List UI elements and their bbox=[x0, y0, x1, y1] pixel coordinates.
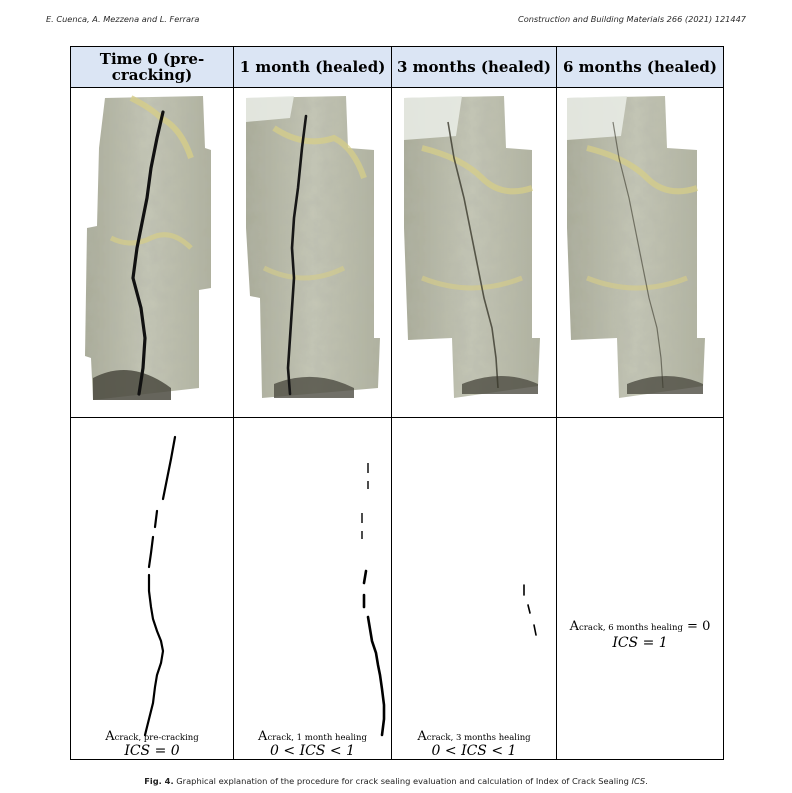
figure-caption bbox=[0, 776, 792, 786]
concrete-specimen-photo bbox=[234, 88, 391, 418]
binary-crack-map bbox=[71, 419, 233, 759]
area-label: Acrack, 3 months healing bbox=[417, 729, 531, 744]
ics-value: 0 < ICS < 1 bbox=[270, 743, 355, 759]
crack-map-6-months bbox=[557, 419, 723, 759]
binary-crack-map bbox=[234, 419, 391, 759]
photo-6-months bbox=[557, 88, 723, 418]
crack-map-1-month bbox=[234, 419, 391, 759]
concrete-specimen-photo bbox=[71, 88, 233, 418]
running-head-journal: Construction and Building Materials 266 (2021) 121447 bbox=[518, 14, 746, 24]
header-time-0: Time 0 (pre-cracking) bbox=[71, 47, 233, 87]
header-6-months: 6 months (healed) bbox=[557, 47, 723, 87]
header-1-month: 1 month (healed) bbox=[234, 47, 391, 87]
crack-sealing-figure bbox=[70, 46, 724, 760]
photo-time-0 bbox=[71, 88, 233, 418]
running-head bbox=[46, 14, 746, 28]
figure-label: Fig. 4. bbox=[144, 776, 174, 786]
figure-caption-end: . bbox=[645, 776, 648, 786]
ics-value: ICS = 0 bbox=[124, 743, 180, 759]
crack-map-time-0 bbox=[71, 419, 233, 759]
figure-caption-text: Graphical explanation of the procedure for crack sealing evaluation and calculation of Index of Crack Sealing bbox=[176, 776, 629, 786]
concrete-specimen-photo bbox=[392, 88, 556, 418]
area-label: Acrack, 1 month healing bbox=[258, 729, 367, 744]
header-3-months: 3 months (healed) bbox=[392, 47, 556, 87]
running-head-authors: E. Cuenca, A. Mezzena and L. Ferrara bbox=[46, 14, 200, 24]
ics-value: ICS = 1 bbox=[612, 635, 668, 651]
concrete-specimen-photo bbox=[557, 88, 723, 418]
area-label: Acrack, 6 months healing = 0 bbox=[569, 619, 711, 634]
figure-caption-symbol: ICS bbox=[631, 776, 646, 786]
header-row bbox=[71, 47, 723, 87]
crack-map-3-months bbox=[392, 419, 556, 759]
binary-crack-map bbox=[392, 419, 556, 759]
photo-3-months bbox=[392, 88, 556, 418]
photo-1-month bbox=[234, 88, 391, 418]
area-label: Acrack, pre-cracking bbox=[105, 729, 199, 744]
ics-value: 0 < ICS < 1 bbox=[431, 743, 517, 759]
